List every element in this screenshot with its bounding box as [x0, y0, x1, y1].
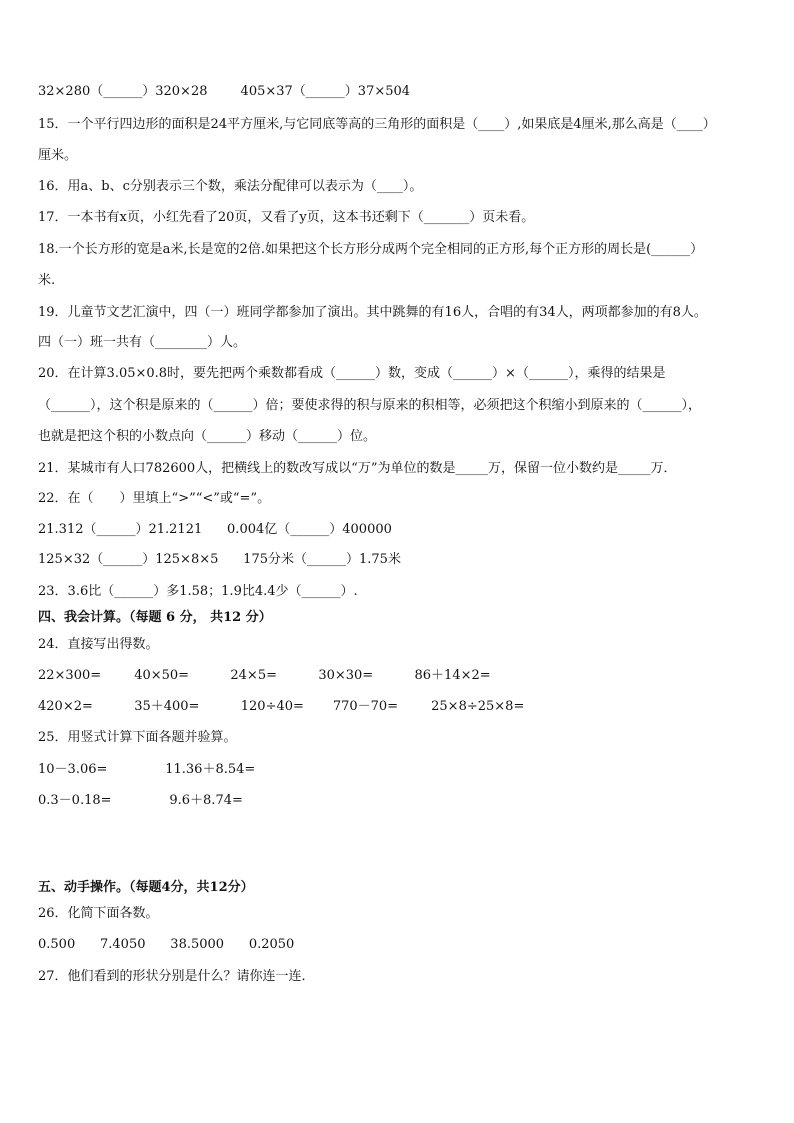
- question-26-row: 0.500 7.4050 38.5000 0.2050: [38, 937, 295, 952]
- question-18: 18.一个长方形的宽是a米,长是宽的2倍.如果把这个长方形分成两个完全相同的正方形,每个正方形的周长是(______）: [38, 242, 704, 257]
- question-27: 27．他们看到的形状分别是什么？请你连一连．: [38, 969, 315, 984]
- question-22-row-2: 125×32（______）125×8×5 175分米（______）1.75米: [38, 552, 401, 567]
- question-20-cont-1: （______），这个积是原来的（______）倍；要使求得的积与原来的积相等，必须把这个积缩小到原来的（______），: [38, 398, 702, 413]
- question-19-cont: 四（一）班一共有（________）人。: [38, 335, 247, 350]
- question-24-row-1: 22×300= 40×50= 24×5= 30×30= 86＋14×2=: [38, 668, 491, 683]
- section-4-heading: 四、我会计算。（每题 6 分， 共12 分）: [38, 610, 272, 625]
- text-line-compare-row: 32×280（______）320×28 405×37（______）37×504: [38, 84, 411, 99]
- question-15: 15．一个平行四边形的面积是24平方厘米,与它同底等高的三角形的面积是（____）,如果底是4厘米,那么高是（____）: [38, 117, 716, 132]
- question-24-row-2: 420×2= 35＋400= 120÷40= 770－70= 25×8÷25×8=: [38, 699, 525, 714]
- question-23: 23．3.6比（______）多1.58；1.9比4.4少（______）.: [38, 584, 358, 599]
- question-22-row-1: 21.312（______）21.2121 0.004亿（______）400000: [38, 522, 392, 537]
- question-25-row-2: 0.3－0.18= 9.6＋8.74=: [38, 793, 243, 808]
- section-5-heading: 五、动手操作。（每题4分，共12分）: [38, 880, 254, 895]
- question-15-cont: 厘米。: [38, 148, 78, 163]
- question-20-cont-2: 也就是把这个积的小数点向（______）移动（______）位。: [38, 429, 377, 444]
- question-25: 25．用竖式计算下面各题并验算。: [38, 730, 237, 745]
- question-21: 21．某城市有人口782600人，把横线上的数改写成以“万”为单位的数是_____万，保留一位小数约是_____万．: [38, 461, 677, 476]
- question-26: 26．化简下面各数。: [38, 906, 159, 921]
- question-16: 16．用a、b、c分别表示三个数，乘法分配律可以表示为（____）。: [38, 179, 423, 194]
- question-24: 24．直接写出得数。: [38, 637, 159, 652]
- question-20: 20．在计算3.05×0.8时，要先把两个乘数都看成（______）数，变成（______）×（______），乘得的结果是: [38, 366, 666, 381]
- question-25-row-1: 10－3.06= 11.36＋8.54=: [38, 762, 256, 777]
- question-18-cont: 米.: [38, 273, 56, 288]
- question-17: 17．一本书有x页，小红先看了20页，又看了y页，这本书还剩下（_______）页未看。: [38, 210, 535, 225]
- question-19: 19．儿童节文艺汇演中，四（一）班同学都参加了演出。其中跳舞的有16人，合唱的有34人，两项都参加的有8人。: [38, 305, 707, 320]
- question-22: 22．在（ ）里填上“>”“<”或“=”。: [38, 491, 271, 506]
